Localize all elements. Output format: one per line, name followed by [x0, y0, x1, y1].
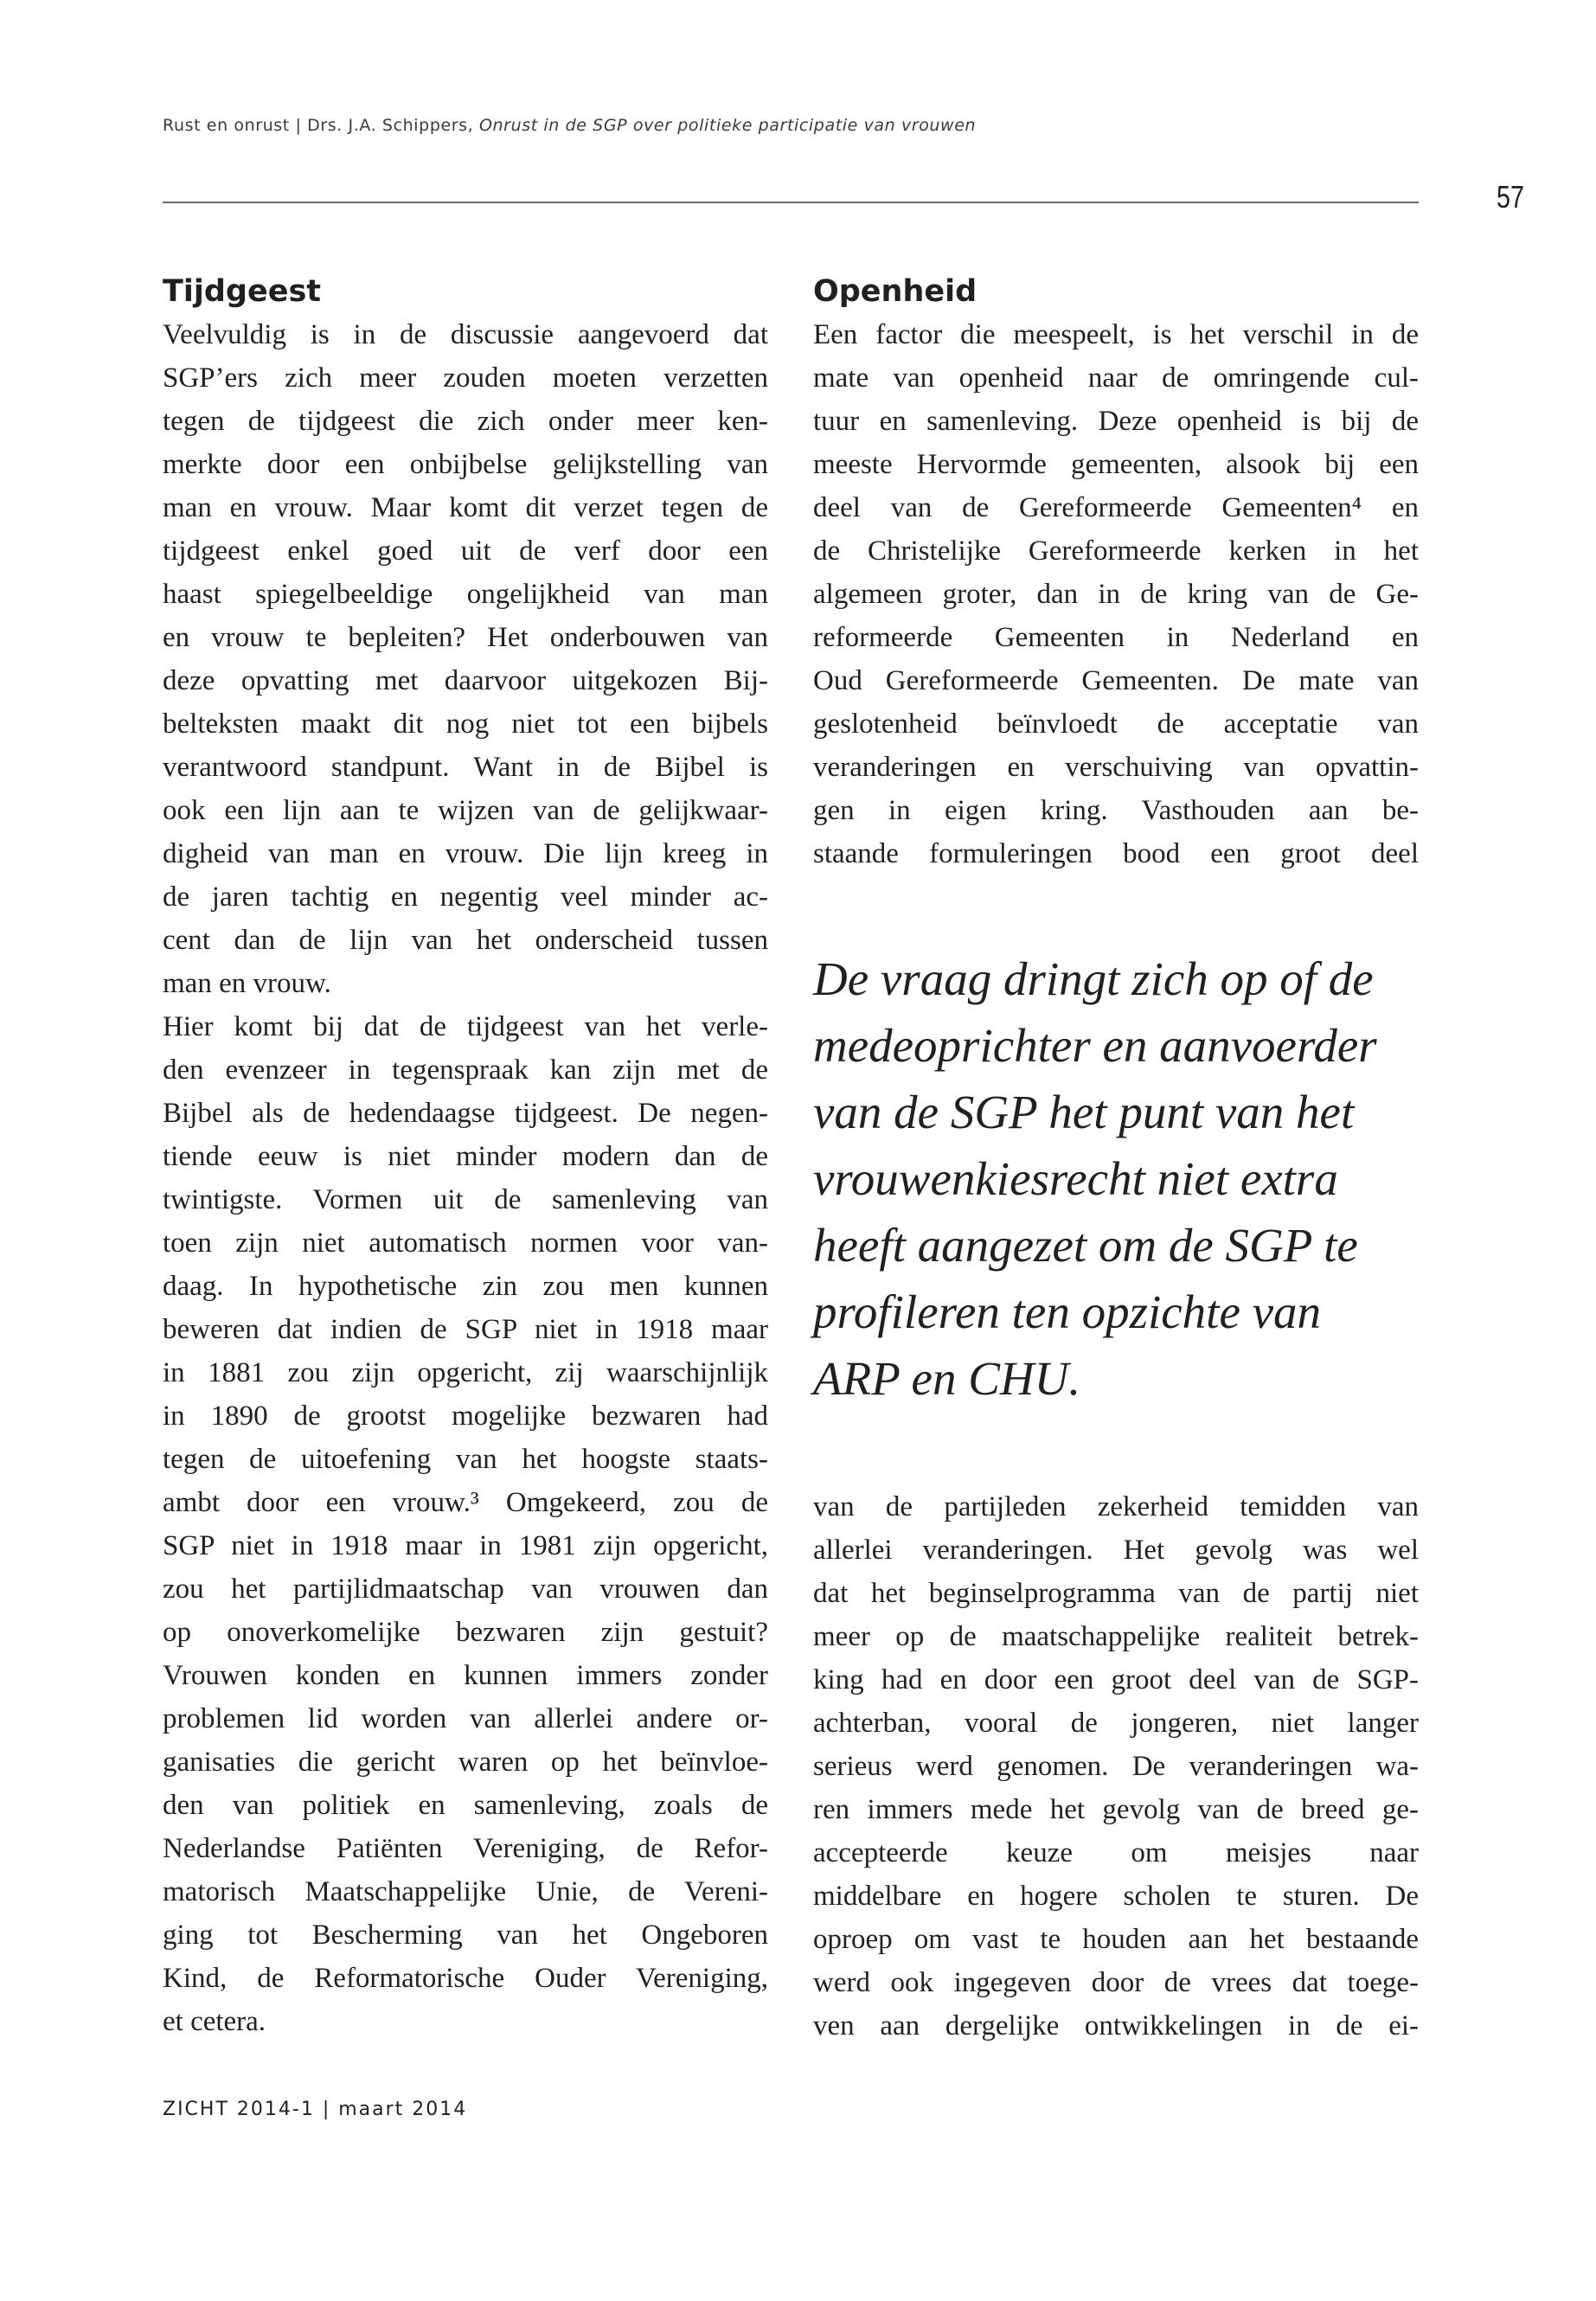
text-line: meer op de maatschappelijke realiteit betrek- — [813, 1621, 1419, 1652]
text-line: ook een lijn aan te wijzen van de gelijkwaar- — [163, 795, 768, 826]
text-line: geslotenheid beïnvloedt de acceptatie van — [813, 708, 1419, 740]
text-line: tuur en samenleving. Deze openheid is bij de — [813, 406, 1419, 437]
text-line: in 1890 de grootst mogelijke bezwaren had — [163, 1400, 768, 1432]
text-line: ging tot Bescherming van het Ongeboren — [163, 1920, 768, 1951]
text-line: SGP’ers zich meer zouden moeten verzetten — [163, 362, 768, 394]
text-line: zou het partijlidmaatschap van vrouwen dan — [163, 1574, 768, 1605]
text-line: veranderingen en verschuiving van opvattin- — [813, 752, 1419, 783]
pull-quote-line: ARP en CHU. — [813, 1352, 1081, 1405]
text-line: tegen de tijdgeest die zich onder meer ken- — [163, 406, 768, 437]
text-line: mate van openheid naar de omringende cul- — [813, 362, 1419, 394]
text-line: op onoverkomelijke bezwaren zijn gestuit? — [163, 1617, 768, 1648]
section-heading-openheid: Openheid — [813, 274, 977, 309]
text-line: den van politiek en samenleving, zoals de — [163, 1790, 768, 1821]
text-line: ren immers mede het gevolg van de breed ge- — [813, 1794, 1419, 1825]
text-line: Een factor die meespeelt, is het verschil in de — [813, 319, 1419, 350]
text-line: Nederlandse Patiënten Vereniging, de Refor- — [163, 1833, 768, 1864]
pull-quote — [813, 945, 1419, 1412]
text-line: beweren dat indien de SGP niet in 1918 maar — [163, 1314, 768, 1345]
pull-quote-line: van de SGP het punt van het — [813, 1086, 1355, 1138]
text-line: reformeerde Gemeenten in Nederland en — [813, 622, 1419, 653]
text-line: den evenzeer in tegenspraak kan zijn met de — [163, 1054, 768, 1086]
text-line: serieus werd genomen. De veranderingen wa- — [813, 1751, 1419, 1782]
text-line: Vrouwen konden en kunnen immers zonder — [163, 1660, 768, 1691]
text-line: Bijbel als de hedendaagse tijdgeest. De negen- — [163, 1098, 768, 1129]
text-line: tiende eeuw is niet minder modern dan de — [163, 1141, 768, 1172]
text-line: cent dan de lijn van het onderscheid tussen — [163, 925, 768, 956]
header-rule — [163, 202, 1419, 203]
right-column-top — [813, 270, 1419, 875]
pull-quote-line: profileren ten opzichte van — [813, 1285, 1322, 1338]
pull-quote-line: medeoprichter en aanvoerder — [813, 1019, 1377, 1072]
text-line: belteksten maakt dit nog niet tot een bijbels — [163, 708, 768, 740]
text-line: ambt door een vrouw.³ Omgekeerd, zou de — [163, 1487, 768, 1518]
pull-quote-line: vrouwenkiesrecht niet extra — [813, 1152, 1338, 1205]
text-line: Kind, de Reformatorische Ouder Vereniging, — [163, 1963, 768, 1994]
pull-quote-line: heeft aangezet om de SGP te — [813, 1219, 1358, 1272]
header-separator: | — [295, 116, 302, 135]
text-line: tegen de uitoefening van het hoogste staats- — [163, 1444, 768, 1475]
text-line: man en vrouw. — [163, 968, 331, 999]
text-line: achterban, vooral de jongeren, niet langer — [813, 1708, 1419, 1739]
text-line: en vrouw te bepleiten? Het onderbouwen van — [163, 622, 768, 653]
text-line: allerlei veranderingen. Het gevolg was wel — [813, 1535, 1419, 1566]
text-line: accepteerde keuze om meisjes naar — [813, 1837, 1419, 1868]
left-column — [163, 270, 768, 2043]
text-line: digheid van man en vrouw. Die lijn kreeg in — [163, 838, 768, 869]
text-line: Oud Gereformeerde Gemeenten. De mate van — [813, 665, 1419, 696]
text-line: ven aan dergelijke ontwikkelingen in de ei- — [813, 2010, 1419, 2041]
text-line: deel van de Gereformeerde Gemeenten⁴ en — [813, 492, 1419, 523]
text-line: Hier komt bij dat de tijdgeest van het verle- — [163, 1011, 768, 1042]
text-line: toen zijn niet automatisch normen voor van- — [163, 1227, 768, 1259]
text-line: et cetera. — [163, 2006, 266, 2037]
text-line: deze opvatting met daarvoor uitgekozen Bij- — [163, 665, 768, 696]
header-article-title: Onrust in de SGP over politieke participatie van vrouwen — [478, 116, 977, 135]
text-line: tijdgeest enkel goed uit de verf door een — [163, 535, 768, 567]
text-line: de jaren tachtig en negentig veel minder ac- — [163, 881, 768, 913]
text-line: twintigste. Vormen uit de samenleving van — [163, 1184, 768, 1215]
text-line: middelbare en hogere scholen te sturen. De — [813, 1881, 1419, 1912]
text-line: Veelvuldig is in de discussie aangevoerd dat — [163, 319, 768, 350]
text-line: daag. In hypothetische zin zou men kunnen — [163, 1271, 768, 1302]
text-line: in 1881 zou zijn opgericht, zij waarschijnlijk — [163, 1357, 768, 1388]
text-line: de Christelijke Gereformeerde kerken in het — [813, 535, 1419, 567]
pull-quote-line: De vraag dringt zich op of de — [813, 952, 1374, 1005]
text-line: ganisaties die gericht waren op het beïnvloe- — [163, 1747, 768, 1778]
text-line: van de partijleden zekerheid temidden van — [813, 1491, 1419, 1522]
text-line: gen in eigen kring. Vasthouden aan be- — [813, 795, 1419, 826]
text-line: meeste Hervormde gemeenten, alsook bij een — [813, 449, 1419, 480]
running-header — [163, 116, 976, 135]
page-number: 57 — [1497, 179, 1525, 215]
text-line: man en vrouw. Maar komt dit verzet tegen de — [163, 492, 768, 523]
text-line: problemen lid worden van allerlei andere or- — [163, 1703, 768, 1734]
text-line: haast spiegelbeeldige ongelijkheid van man — [163, 579, 768, 610]
text-line: merkte door een onbijbelse gelijkstelling van — [163, 449, 768, 480]
footer-journal: ZICHT 2014-1 | maart 2014 — [163, 2099, 468, 2120]
text-line: werd ook ingegeven door de vrees dat toege- — [813, 1967, 1419, 1998]
section-heading-tijdgeest: Tijdgeest — [163, 274, 322, 309]
header-section: Rust en onrust — [163, 116, 290, 135]
header-author: Drs. J.A. Schippers, — [307, 116, 474, 135]
text-line: verantwoord standpunt. Want in de Bijbel is — [163, 752, 768, 783]
text-line: SGP niet in 1918 maar in 1981 zijn opgericht, — [163, 1530, 768, 1561]
text-line: matorisch Maatschappelijke Unie, de Vereni- — [163, 1876, 768, 1907]
right-column-bottom — [813, 1485, 1419, 2048]
text-line: dat het beginselprogramma van de partij niet — [813, 1578, 1419, 1609]
text-line: king had en door een groot deel van de SGP- — [813, 1664, 1419, 1695]
text-line: oproep om vast te houden aan het bestaande — [813, 1924, 1419, 1955]
text-line: staande formuleringen bood een groot deel — [813, 838, 1419, 869]
text-line: algemeen groter, dan in de kring van de Ge- — [813, 579, 1419, 610]
